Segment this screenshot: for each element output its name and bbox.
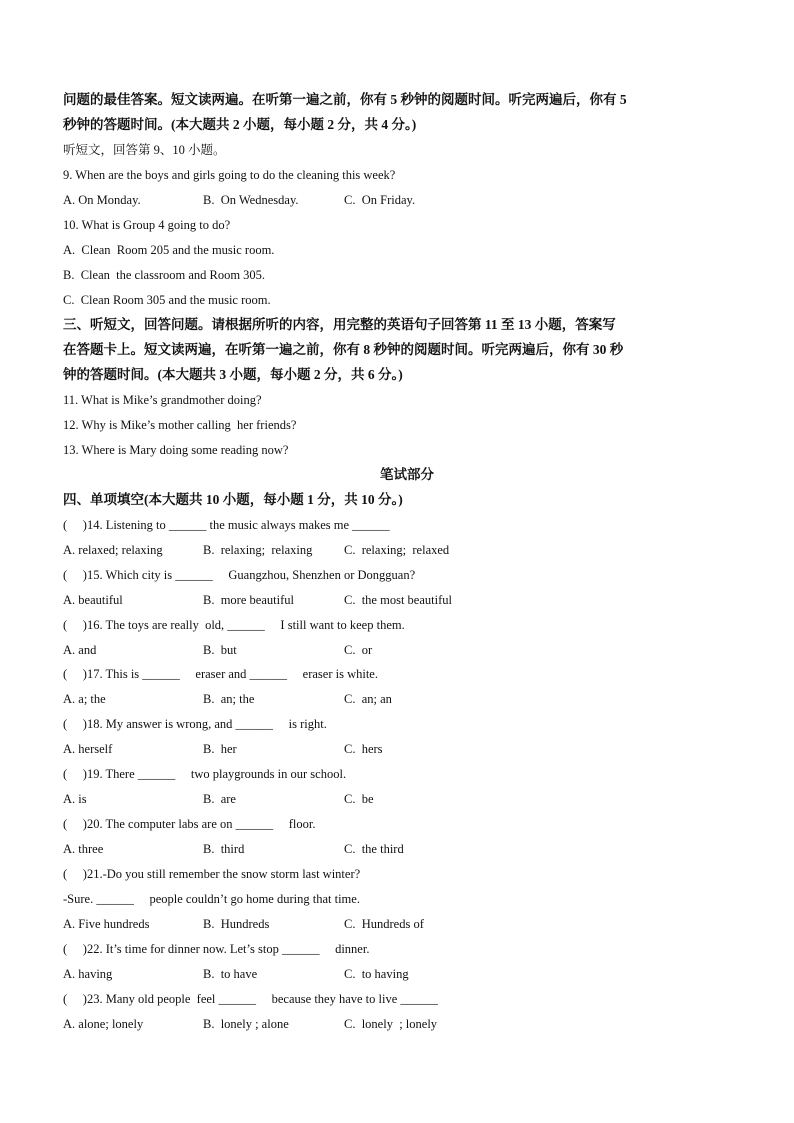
question-19-option-b: B. are [203, 792, 236, 806]
question-16-option-b: B. but [203, 643, 237, 657]
question-15-stem: ( )15. Which city is ______ Guangzhou, Shenzhen or Dongguan? [63, 568, 416, 582]
question-23-option-c: C. lonely ; lonely [344, 1017, 438, 1031]
question-18-stem: ( )18. My answer is wrong, and ______ is right. [63, 717, 327, 731]
question-14-option-b: B. relaxing; relaxing [203, 543, 313, 557]
section4-title: 四、单项填空(本大题共 10 小题，每小题 1 分，共 10 分。) [63, 492, 403, 507]
question-15-option-b: B. more beautiful [203, 593, 294, 607]
question-23-option-a: A. alone; lonely [63, 1017, 144, 1031]
section2-instructions-line1: 问题的最佳答案。短文读两遍。在听第一遍之前，你有 5 秒钟的阅题时间。听完两遍后，你有 5 [63, 92, 627, 107]
question-9-option-c: C. On Friday. [344, 193, 416, 207]
passage-intro: 听短文，回答第 9、10 小题。 [63, 143, 226, 157]
question-11: 11. What is Mike’s grandmother doing? [63, 393, 262, 407]
question-20-option-c: C. the third [344, 842, 404, 856]
question-22-stem: ( )22. It’s time for dinner now. Let’s stop ______ dinner. [63, 942, 370, 956]
question-18-option-b: B. her [203, 742, 237, 756]
question-22-option-b: B. to have [203, 967, 258, 981]
question-15-option-a: A. beautiful [63, 593, 123, 607]
question-19-stem: ( )19. There ______ two playgrounds in our school. [63, 767, 347, 781]
question-17-option-b: B. an; the [203, 692, 255, 706]
question-13: 13. Where is Mary doing some reading now? [63, 443, 289, 457]
section3-instructions-line3: 钟的答题时间。(本大题共 3 小题，每小题 2 分，共 6 分。) [63, 367, 403, 382]
question-21-stem: ( )21.-Do you still remember the snow storm last winter? [63, 867, 361, 881]
question-10-option-c: C. Clean Room 305 and the music room. [63, 293, 271, 307]
question-18-option-c: C. hers [344, 742, 383, 756]
question-17-option-a: A. a; the [63, 692, 106, 706]
question-22-option-a: A. having [63, 967, 113, 981]
question-14-stem: ( )14. Listening to ______ the music always makes me ______ [63, 518, 390, 532]
question-21-stem-reply: -Sure. ______ people couldn’t go home during that time. [63, 892, 360, 906]
question-20-option-b: B. third [203, 842, 245, 856]
question-14-option-a: A. relaxed; relaxing [63, 543, 163, 557]
question-20-option-a: A. three [63, 842, 104, 856]
question-22-option-c: C. to having [344, 967, 409, 981]
question-19-option-c: C. be [344, 792, 374, 806]
question-10-option-a: A. Clean Room 205 and the music room. [63, 243, 275, 257]
question-12: 12. Why is Mike’s mother calling her friends? [63, 418, 297, 432]
question-21-option-c: C. Hundreds of [344, 917, 424, 931]
question-9-option-b: B. On Wednesday. [203, 193, 299, 207]
question-19-option-a: A. is [63, 792, 87, 806]
question-20-stem: ( )20. The computer labs are on ______ floor. [63, 817, 316, 831]
question-18-option-a: A. herself [63, 742, 113, 756]
question-17-option-c: C. an; an [344, 692, 392, 706]
section2-instructions-line2: 秒钟的答题时间。(本大题共 2 小题，每小题 2 分，共 4 分。) [63, 117, 417, 132]
question-9-option-a: A. On Monday. [63, 193, 141, 207]
question-21-option-b: B. Hundreds [203, 917, 270, 931]
question-14-option-c: C. relaxing; relaxed [344, 543, 450, 557]
question-23-stem: ( )23. Many old people feel ______ because they have to live ______ [63, 992, 438, 1006]
section3-instructions-line2: 在答题卡上。短文读两遍，在听第一遍之前，你有 8 秒钟的阅题时间。听完两遍后，你有 30 秒 [63, 342, 624, 357]
question-10-option-b: B. Clean the classroom and Room 305. [63, 268, 266, 282]
written-part-title: 笔试部分 [380, 467, 434, 482]
question-17-stem: ( )17. This is ______ eraser and ______ eraser is white. [63, 667, 378, 681]
question-23-option-b: B. lonely ; alone [203, 1017, 289, 1031]
question-16-option-c: C. or [344, 643, 373, 657]
section3-instructions-line1: 三、听短文，回答问题。请根据所听的内容，用完整的英语句子回答第 11 至 13 小题，答案写 [63, 317, 616, 332]
question-21-option-a: A. Five hundreds [63, 917, 150, 931]
question-16-option-a: A. and [63, 643, 97, 657]
question-10-stem: 10. What is Group 4 going to do? [63, 218, 231, 232]
question-9-stem: 9. When are the boys and girls going to do the cleaning this week? [63, 168, 396, 182]
question-15-option-c: C. the most beautiful [344, 593, 452, 607]
question-16-stem: ( )16. The toys are really old, ______ I still want to keep them. [63, 618, 405, 632]
